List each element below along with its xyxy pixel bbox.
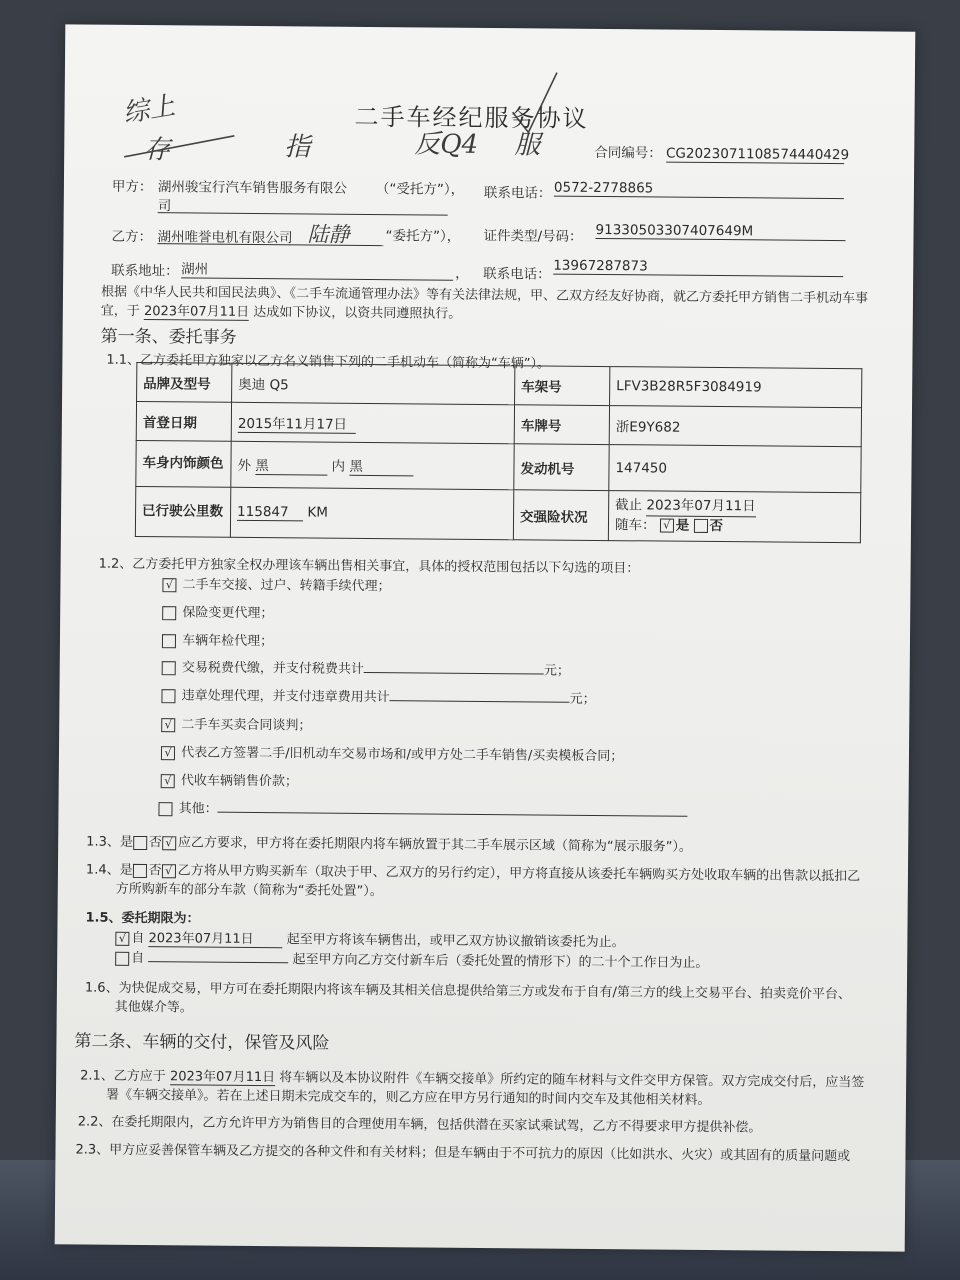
clause-1-3-prefix: 1.3、是 — [86, 834, 133, 850]
color-interior-prefix: 内 — [331, 458, 346, 475]
party-a-phone: 0572-2778865 — [554, 180, 844, 200]
auth-item — [161, 684, 595, 707]
vin-value: LFV3B28R5F3084919 — [610, 367, 862, 408]
term-option-2-prefix: 自 — [131, 950, 145, 967]
mileage-unit: KM — [307, 504, 328, 521]
auth-item-text: 其他： — [178, 801, 218, 817]
clause-1-3 — [86, 831, 692, 855]
clause-1-3-yes-checkbox[interactable] — [133, 835, 147, 849]
auth-checkbox[interactable]: √ — [161, 718, 175, 732]
party-b-address-label: 联系地址： — [111, 262, 179, 280]
clause-2-2: 2.2、在委托期限内，乙方允许甲方为销售目的合理使用车辆，包括供潜在买家试乘试驾，乙方不得要求甲方提供补偿。 — [77, 1114, 762, 1136]
clause-1-3-no-checkbox[interactable]: √ — [162, 836, 176, 850]
handwriting-note-4: 反Q4 — [414, 129, 479, 160]
party-b-phone-label: 联系电话： — [483, 265, 551, 283]
auth-item-text: 二手车买卖合同谈判； — [181, 717, 312, 734]
clause-1-4-no-label: 否 — [148, 863, 162, 879]
section-1-title: 第一条、委托事务 — [100, 326, 237, 348]
auth-item-text: 二手车交接、过户、转籍手续代理； — [182, 577, 391, 595]
auth-item-text: 代收车辆销售价款； — [180, 773, 298, 790]
clause-1-4-no-checkbox[interactable]: √ — [162, 864, 176, 878]
insurance-until-label: 截止 — [615, 497, 643, 514]
auth-item-suffix: 元； — [543, 663, 570, 679]
clause-2-1-line2: 署《车辆交接单》。若在上述日期未完成交车的，则乙方应在甲方另行通知的时间内交车及其他相关材料。 — [105, 1087, 711, 1108]
insurance-date: 2023年07月11日 — [646, 496, 755, 517]
auth-checkbox[interactable] — [161, 689, 175, 703]
clause-2-1-date: 2023年07月11日 — [170, 1065, 275, 1086]
intro-suffix: 达成如下协议，以资共同遵照执行。 — [253, 304, 462, 322]
party-a-label: 甲方： — [111, 178, 153, 196]
auth-checkbox[interactable] — [158, 802, 172, 816]
clause-1-6-line2: 其他媒介等。 — [114, 999, 193, 1016]
party-b-address-comma: ， — [455, 265, 469, 282]
auth-item-suffix: 元； — [569, 691, 596, 707]
auth-item — [162, 656, 570, 679]
clause-1-6: 1.6、为快促成交易，甲方可在委托期限内将该车辆及其相关信息提供给第三方或发布于自有/第三方的线上交易平台、拍卖竞价平台、 — [84, 980, 852, 1003]
insurance-with-car-label: 随车： — [614, 517, 656, 534]
auth-checkbox[interactable]: √ — [161, 746, 175, 760]
auth-item — [161, 769, 298, 789]
insurance-label: 交强险状况 — [513, 490, 608, 541]
clause-2-1-text: 将车辆以及本协议附件《车辆交接单》所约定的随车材料与文件交甲方保管。双方完成交付后，应当签 — [279, 1070, 865, 1091]
handwriting-note-2: 存 — [144, 135, 171, 166]
auth-checkbox[interactable]: √ — [162, 578, 176, 592]
color-exterior-value: 黑 — [255, 454, 327, 476]
party-b-label: 乙方： — [111, 228, 153, 246]
brand-label: 品牌及型号 — [137, 362, 232, 402]
party-a-phone-label: 联系电话： — [483, 184, 552, 202]
auth-item — [162, 629, 273, 649]
plate-label: 车牌号 — [514, 405, 609, 445]
term-option-2-blank — [148, 948, 288, 963]
auth-item-text: 违章处理代理，并支付违章费用共计 — [181, 688, 390, 706]
auth-checkbox[interactable]: √ — [161, 774, 175, 788]
party-b-phone: 13967287873 — [553, 258, 843, 278]
clause-1-4-line2: 方所购新车的部分车款（简称为“委托处置”）。 — [115, 881, 383, 900]
color-label: 车身内饰颜色 — [136, 440, 231, 487]
clause-2-3: 2.3、甲方应妥善保管车辆及乙方提交的各种文件和有关材料；但是车辆由于不可抗力的原因（比如洪水、火灾）或其固有的质量问题或 — [75, 1142, 851, 1165]
mileage-label: 已行驶公里数 — [135, 486, 230, 537]
clause-1-1: 1.1、乙方委托甲方独家以乙方名义销售下列的二手机动车（简称为“车辆”）。 — [106, 352, 551, 372]
clause-2-1-prefix: 2.1、乙方应于 — [80, 1068, 166, 1085]
intro-prefix: 宜，于 — [100, 303, 140, 319]
clause-1-4-text: 乙方将从甲方购买新车（取决于甲、乙双方的另行约定），甲方将直接从该委托车辆购买方处收取车辆的出售款以抵扣乙 — [177, 863, 861, 885]
other-blank — [218, 799, 688, 817]
engine-value: 147450 — [609, 445, 861, 493]
document-title: 二手车经纪服务协议 — [354, 102, 589, 133]
auth-item-text: 交易税费代缴，并支付税费共计 — [181, 660, 364, 677]
clause-1-4-yes-checkbox[interactable] — [133, 863, 147, 877]
party-b-id-label: 证件类型/号码： — [483, 227, 583, 245]
auth-checkbox[interactable] — [162, 606, 176, 620]
party-b-signature: 陆静 — [307, 222, 350, 247]
vehicle-info-table — [135, 362, 862, 543]
handwriting-note-1: 综上 — [120, 90, 178, 130]
term-option-1-text: 起至甲方将该车辆售出，或甲乙双方协议撤销该委托为止。 — [286, 932, 625, 951]
party-a-name: 湖州骏宝行汽车销售服务有限公 — [157, 179, 347, 197]
handwriting-note-3: 指 — [284, 132, 311, 163]
term-start-date: 2023年07月11日 — [148, 927, 282, 948]
auth-item — [161, 713, 311, 733]
brand-value: 奥迪 Q5 — [232, 363, 515, 404]
contract-number-value: CG2023071108574440429 — [665, 145, 850, 164]
plate-value: 浙E9Y682 — [609, 406, 861, 447]
intro-date: 2023年07月11日 — [144, 300, 249, 321]
term-option-2-text: 起至甲方向乙方交付新车后（委托处置的情形下）的二十个工作日为止。 — [292, 952, 709, 971]
insurance-no-checkbox[interactable] — [694, 519, 708, 533]
engine-label: 发动机号 — [514, 444, 609, 491]
contract-number-label: 合同编号： — [594, 144, 662, 162]
term-option-2-checkbox[interactable] — [115, 951, 129, 965]
party-a-role: （“受托方”）， — [375, 181, 465, 198]
intro-line-1: 根据《中华人民共和国民法典》、《二手车流通管理办法》等有关法律法规，甲、乙双方经友好协商，就乙方委托甲方销售二手机动车事 — [100, 284, 869, 307]
clause-1-3-no-label: 否 — [148, 835, 162, 851]
auth-item — [161, 741, 623, 764]
party-b-id: 91330503307407649M — [595, 222, 845, 241]
intro-line-2 — [101, 300, 462, 323]
contract-paper — [55, 24, 916, 1251]
clause-1-5-title: 1.5、委托期限为： — [85, 910, 200, 927]
auth-checkbox[interactable] — [162, 661, 176, 675]
party-b-name: 湖州唯誉电机有限公司 — [157, 229, 293, 247]
handwriting-note-5: 服 — [514, 130, 541, 161]
color-exterior-prefix: 外 — [237, 457, 252, 474]
mileage-value: 115847 — [237, 504, 303, 522]
term-option-2 — [115, 947, 708, 971]
auth-item — [158, 797, 687, 821]
contract-number — [594, 141, 850, 164]
party-a-underline — [158, 212, 448, 216]
section-2-title: 第二条、车辆的交付，保管及风险 — [74, 1031, 330, 1054]
clause-1-4-prefix: 1.4、是 — [85, 862, 133, 878]
auth-item-text: 车辆年检代理； — [182, 633, 274, 650]
insurance-yes-label: 是 — [675, 517, 690, 534]
insurance-yes-checkbox[interactable]: √ — [660, 519, 674, 533]
violation-amount-blank — [390, 687, 570, 703]
clause-1-3-text: 应乙方要求，甲方将在委托期限内将车辆放置于其二手车展示区域（简称为“展示服务”）。 — [177, 835, 692, 855]
registration-date-value: 2015年11月17日 — [238, 411, 356, 433]
party-b-role: “委托方”）， — [385, 228, 461, 245]
clause-1-2: 1.2、乙方委托甲方独家全权办理该车辆出售相关事宜，具体的授权范围包括以下勾选的项目： — [98, 556, 640, 577]
auth-item — [162, 601, 273, 621]
auth-item-text: 保险变更代理； — [182, 605, 274, 622]
term-option-1-checkbox[interactable]: √ — [115, 931, 129, 945]
auth-item — [162, 573, 390, 594]
tax-amount-blank — [364, 659, 544, 675]
party-b-address: 湖州 — [181, 257, 453, 280]
registration-date-label: 首登日期 — [136, 401, 231, 441]
insurance-no-label: 否 — [709, 517, 724, 535]
auth-checkbox[interactable] — [162, 634, 176, 648]
auth-item-text: 代表乙方签署二手/旧机动车交易市场和/或甲方处二手车销售/买卖模板合同； — [181, 745, 624, 765]
party-a-name-line2: 司 — [157, 198, 172, 215]
color-interior-value: 黑 — [349, 455, 413, 477]
vin-label: 车架号 — [515, 366, 610, 406]
term-option-1-prefix: 自 — [131, 930, 145, 947]
